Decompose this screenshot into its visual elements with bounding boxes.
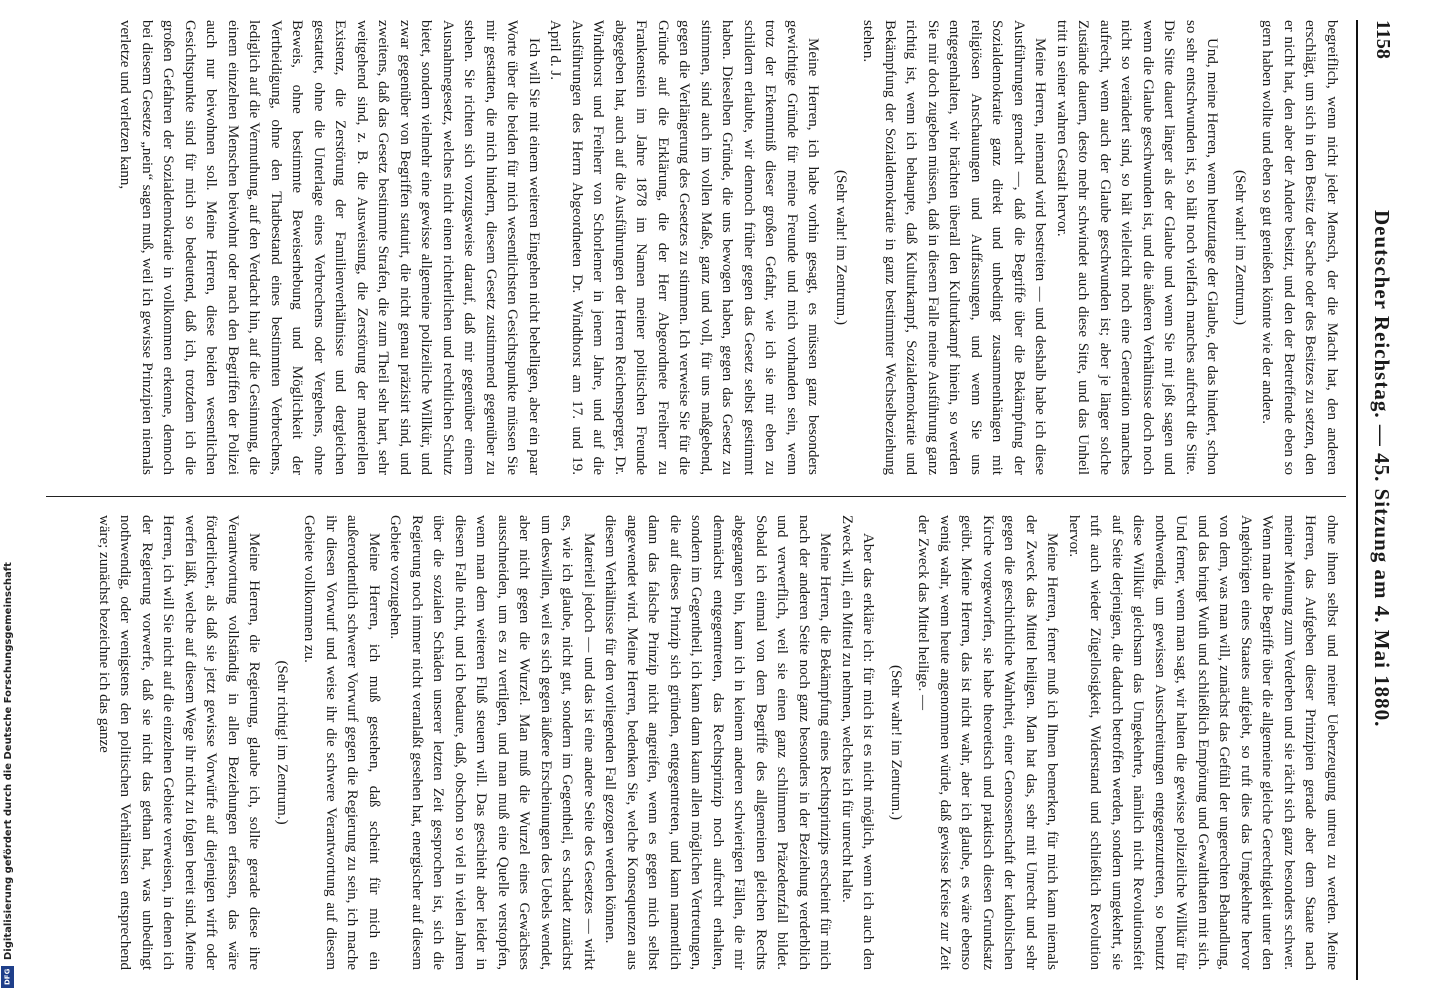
right-text-column xyxy=(42,515,1342,970)
interjection: (Sehr richtig! im Zentrum.) xyxy=(274,660,290,825)
paragraph: Meine Herren, ich muß gestehen, daß scheint für mich ein außerordentlich schwerer Vorwurf gegen die Regierung zu sein, ich mache ihr diesen Vorwurf und weise ihr die schwere Verantwortung auf diesem Gebiete vollkommen zu. xyxy=(301,515,382,970)
paragraph: Meine Herren, ich habe vorhin gesagt, es müssen ganz besonders gewichtige Gründe für meine Freunde und mich vorhanden sein, wenn trotz der Erkenntniß dieser großen Gefahr, wie ich sie mir eben zu schildern erlaubte, wir dennoch früher gegen das Gesetz selbst gestimmt haben. Dieselben Gründe, die uns bewogen haben, gegen das Gesetz zu stimmen, sind auch im vollen Maße, ganz und voll, für uns maßgebend, gegen die Verlängerung des Gesetzes zu stimmen. Ich verweise Sie für die Gründe auf die Erklärung, die der Herr Abgeordnete Freiherr zu Frankenstein im Jahre 1878 im Namen meiner politischen Freunde abgegeben hat, auch auf die Ausführungen der Herren Reichensperger, Dr. Windthorst und Freiherr von Schorlemer in jenem Jahre, und auf die Ausführungen des Herrn Abgeordneten Dr. Windthorst am 17. und 19. April d. J. xyxy=(547,20,822,475)
scan-viewport xyxy=(16,0,1432,1000)
dfg-logo-icon: DFG xyxy=(1,966,14,988)
column-divider xyxy=(46,496,1346,497)
paragraph: ohne ihnen selbst und meiner Ueberzeugung untreu zu werden. Meine Herren, das Aufgeben dieser Prinzipien gerade aber dem Staate nach meiner Meinung zum Verderben und sie rächt sich ganz besonders schwer. Wenn man die Begriffe über die allgemeine gleiche Gerechtigkeit unter den Angehörigen eines Staates aufgiebt, so ruft dies das Umgekehrte hervor von dem, was man will, zunächst das Gefühl der ungerechten Behandlung, und das bringt Wuth und schließlich Empörung und Gewaltthaten mit sich. Und ferner, wenn man sagt, wir halten die gewisse polizeiliche Willkür für nothwendig, um gewissen Ausschreitungen entgegenzutreten, so benutzt diese Willkür gleichsam das Umgekehrte, nämlich nicht Revolutionsfeit auf Seite derjenigen, die dadurch betroffen werden, sondern umgekehrt, sie ruft auch wieder Zügellosigkeit, Widerstand und schließlich Revolution hervor. xyxy=(1066,515,1340,970)
interjection: (Sehr wahr! im Zentrum.) xyxy=(833,170,849,325)
paragraph: Meine Herren, die Regierung, glaube ich, sollte gerade diese ihre Verantwortung vollständig in allen Beziehungen erfassen, das wäre förderlicher, als daß sie jetzt gewisse Vorwürfe auf diejenigen wirft oder werfen läßt, welche auf diesem Wege ihr nicht zu folgen bereit sind. Meine Herren, ich will Sie nicht auf die einzelnen Gebiete verweisen, in denen ich der Regierung vorwerfe, daß sie nicht das gethan hat, was unbedingt nothwendig, oder wenigstens den politischen Verhältnissen entsprechend wäre; zunächst bezeichne ich das ganze xyxy=(96,515,263,970)
page-header xyxy=(1356,20,1398,980)
paragraph: Meine Herren, die Bekämpfung eines Rechtsprinzips erscheint für mich nach der anderen Seite noch ganz besonders in der Beziehung verderblich und verwerflich, weil sie einen ganz schlimmen Präzedenzfall bildet. Sobald ich einmal von dem Begriffe des allgemeinen gleichen Rechts abgegangen bin, kann ich in keinem anderen schwierigen Fällen, die mir demnächst entgegentreten, das Rechtsprinzip noch aufrecht erhalten, sondern im Gegentheil, ich kann dann kaum allen möglichen Vertretungen, die auf dieses Prinzip sich gründen, entgegentreten, und kann namentlich dann das falsche Prinzip nicht angreifen, wenn es gegen mich selbst angewendet wird. Meine Herren, bedenken Sie, welche Konsequenzen aus diesem Verhältnisse für den vorliegenden Fall gezogen werden können. xyxy=(602,515,834,970)
paragraph: Meine Herren, ferner muß ich Ihnen bemerken, für mich kann niemals der Zweck das Mittel heiligen. Man hat das, sehr mit Unrecht und sehr gegen die geschichtliche Wahrheit, einer Genossenschaft der katholischen Kirche vorgeworfen, sie habe theoretisch und praktisch diesen Grundsatz geübt. Meine Herren, das ist nicht wahr, aber ich glaube, es wäre ebenso wenig wahr, wenn heute angenommen würde, daß gewisse Kreise zur Zeit der Zweck das Mittel heilige. — xyxy=(915,515,1061,970)
paragraph: Meine Herren, niemand wird bestreiten — und deshalb habe ich diese Ausführungen gemacht —, daß die Begriffe über die Bekämpfung der Sozialdemokratie ganz direkt und unbedingt zusammenhängen mit religiösen Anschauungen und Auffassungen, und wenn Sie uns entgegenhalten, wir brächten überall den Kulturkampf hinein, so werden Sie mir doch zugeben müssen, daß in diesem Falle meine Ausführung ganz richtig ist, wenn ich behaupte, daß Kulturkampf, Sozialdemokratie und Bekämpfung der Sozialdemokratie in ganz bestimmter Wechselbeziehung stehen. xyxy=(860,20,1049,475)
page-number: 1158 xyxy=(1372,20,1394,59)
paragraph: begreiflich, wenn nicht jeder Mensch, der die Macht hat, den anderen erschlägt, um sich in den Besitz der Sache oder des Besitzes zu setzen, den er nicht hat, den aber der Andere besitzt, und den der Betreffende eben so gern haben wollte und eben so gut genießen könnte wie der andere. xyxy=(1259,20,1340,475)
digitization-caption: Digitalisierung gefördert durch die Deutsche Forschungsgemeinschaft xyxy=(3,562,14,960)
interjection: (Sehr wahr! im Zentrum.) xyxy=(1232,170,1248,325)
digitization-sidebar xyxy=(0,0,16,1000)
rotated-newspaper-page xyxy=(16,0,1432,1000)
paragraph: Materiell jedoch — und das ist eine andere Seite des Gesetzes — wirkt es, wie ich glaube, nicht gut, sondern im Gegentheil, es schadet zunächst um deswillen, weil es sich gegen äußere Erscheinungen des Uebels wendet, aber nicht gegen die Wurzel. Man muß die Wurzel eines Gewächses ausschneiden, um es zu vertilgen, und man muß eine Quelle verstopfen, wenn man dem weiteren Fluß steuern will. Das geschieht aber leider in diesem Falle nicht, und ich bedaure, daß, obschon so viel in vielen Jahren über die sozialen Schäden unserer letzten Zeit gesprochen ist, sich die Regierung noch immer nicht veranlaßt gesehen hat, energischer auf diesem Gebiete vorzugehen. xyxy=(387,515,597,970)
left-text-column xyxy=(42,20,1342,475)
running-title: Deutscher Reichstag. — 45. Sitzung am 4. Mai 1880. xyxy=(1370,210,1394,728)
paragraph: Aber das erkläre ich: für mich ist es nicht möglich, wenn ich auch den Zweck will, ein Mittel zu nehmen, welches ich für unrecht halte. xyxy=(839,515,877,970)
paragraph: Und, meine Herren, wenn heutzutage der Glaube, der das hindert, schon so sehr entschwunden ist, so hält noch vielfach manches aufrecht die Sitte. Die Sitte dauert länger als der Glaube und wenn Sie mit jeßt sagen und wenn die Glaube geschwunden ist, und die äußeren Verhältnisse doch noch nicht so verändert sind, so hält vielleicht noch eine Generation manches aufrecht, wenn auch der Glaube geschwunden ist; aber je länger solche Zustände dauern, desto mehr schwindet auch diese Sitte, und das Unheil tritt in seiner wahren Gestalt hervor. xyxy=(1054,20,1221,475)
interjection: (Sehr wahr! im Zentrum.) xyxy=(888,665,904,820)
paragraph: Ich will Sie mit einem weiteren Eingehen nicht behelligen, aber ein paar Worte über die beiden für mich wesentlichsten Gesichtspunkte müssen Sie mir gestatten, die mich hindern, diesem Gesetz zustimmend gegenüber zu stehen. Sie richten sich vorzugsweise darauf, daß mir gegenüber einem Ausnahmegesetz, welches nicht einen richterlichen und rechtlichen Schutz bietet, sondern vielmehr eine gewisse allgemeine polizeiliche Willkür, und zwar gegenüber von Begriffen statuirt, die nicht genau präzisirt sind, und zweitens, daß das Gesetz bestimmte Strafen, die zum Theil sehr hart, sehr weitgehend sind, z. B. die Ausweisung, die Zerstörung der materiellen Existenz, die Zerstörung der Familienverhältnisse und dergleichen gestattet, ohne die Unterlage eines Verbrechens oder Vergehens, ohne Beweis, ohne bestimmte Beweiserhebung und Möglichkeit der Vertheidigung, ohne den Thatbestand eines bestimmten Verbrechens, lediglich auf die Vermuthung, auf den Verdacht hin, auf die Gesinnung, die einem einzelnen Menschen beiwohnt oder nach den Begriffen der Polizei auch nur beiwohnen soll. Meine Herren, diese beiden wesentlichen Gesichtspunkte sind für mich so bedeutend, daß ich, trotzdem ich die großen Gefahren der Sozialdemokratie in vollkommen erkenne, dennoch bei diesem Gesetze „nein“ sagen muß, weil ich gewisse Prinzipien niemals verletze und verletzen kann, xyxy=(117,20,542,475)
